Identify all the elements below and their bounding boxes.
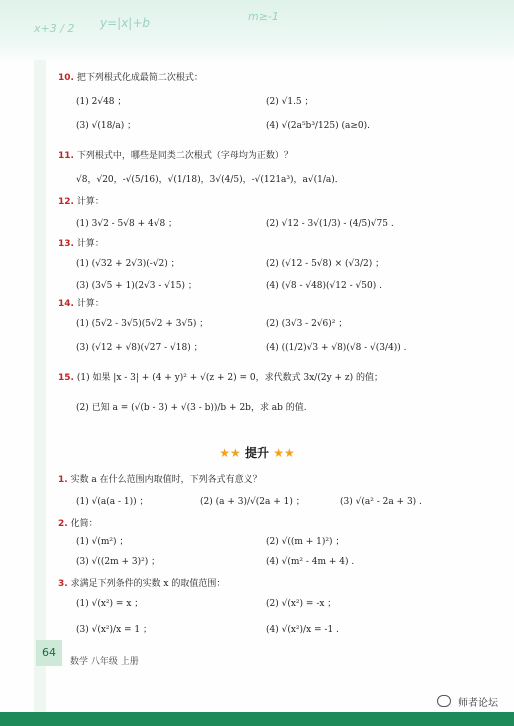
p12-item-1: (1) 3√2 - 5√8 + 4√8 ；	[76, 219, 178, 229]
a3-item-4: (4) √(x²)/x = -1 .	[266, 625, 339, 635]
problem-15	[58, 372, 383, 384]
problem-11	[58, 150, 293, 162]
problem-stem: 计算：	[76, 299, 104, 309]
p14-item-2: (2) (3√3 - 2√6)² ；	[266, 319, 348, 329]
p13-item-2: (2) (√12 - 5√8) × (√3/2) ；	[266, 259, 385, 269]
p10-item-3: (3) √(18/a) ；	[76, 121, 137, 131]
p13-item-3: (3) (3√5 + 1)(2√3 - √15) ；	[76, 281, 197, 291]
problem-14	[58, 298, 104, 310]
p13-item-4: (4) (√8 - √48)(√12 - √50) .	[266, 281, 382, 291]
advanced-1	[58, 474, 262, 486]
problem-13	[58, 238, 104, 250]
section-heading	[0, 444, 514, 461]
a2-item-3: (3) √((2m + 3)²) ；	[76, 557, 161, 567]
page-number: 64	[36, 640, 62, 666]
section-title: 提升	[244, 446, 269, 460]
watermark	[437, 694, 498, 709]
p11-expression: √8，√20，-√(5/16)，√(1/18)，3√(4/5)，-√(121a³)，a√(1/a)．	[76, 175, 344, 185]
p14-item-1: (1) (5√2 - 3√5)(5√2 + 3√5) ；	[76, 319, 209, 329]
problem-number: 1.	[58, 475, 68, 485]
problem-stem: 计算：	[76, 197, 104, 207]
p10-item-2: (2) √1.5 ；	[266, 97, 314, 107]
problem-number: 13.	[58, 239, 74, 249]
problem-12	[58, 196, 104, 208]
a1-item-3: (3) √(a² - 2a + 3) .	[340, 497, 422, 507]
a1-item-1: (1) √(a(a - 1)) ；	[76, 497, 149, 507]
advanced-2	[58, 518, 98, 530]
a3-item-1: (1) √(x²) = x ；	[76, 599, 144, 609]
a3-item-3: (3) √(x²)/x = 1 ；	[76, 625, 153, 635]
margin-strip	[34, 60, 46, 726]
handwriting-fraction: x+3 / 2	[34, 22, 75, 35]
wechat-icon	[437, 695, 451, 707]
p10-item-1: (1) 2√48 ；	[76, 97, 127, 107]
a3-item-2: (2) √(x²) = -x ；	[266, 599, 337, 609]
problem-number: 3.	[58, 579, 68, 589]
problem-number: 10.	[58, 73, 74, 83]
a2-item-4: (4) √(m² - 4m + 4) .	[266, 557, 355, 567]
p14-item-4: (4) ((1/2)√3 + √8)(√8 - √(3/4)) .	[266, 343, 407, 353]
problem-number: 2.	[58, 519, 68, 529]
problem-stem: 计算：	[76, 239, 104, 249]
star-icon: ★★	[273, 446, 295, 460]
problem-number: 12.	[58, 197, 74, 207]
handwriting-function: y=|x|+b	[100, 16, 151, 30]
p14-item-3: (3) (√12 + √8)(√27 - √18) ；	[76, 343, 203, 353]
book-title: 数学 八年级 上册	[70, 657, 139, 667]
a1-item-2: (2) (a + 3)/√(2a + 1) ；	[200, 497, 305, 507]
a2-item-1: (1) √(m²) ；	[76, 537, 129, 547]
problem-number: 11.	[58, 151, 74, 161]
problem-stem: 实数 a 在什么范围内取值时，下列各式有意义？	[70, 475, 262, 485]
header-band	[0, 0, 514, 60]
star-icon: ★★	[219, 446, 241, 460]
p15-item-1: (1) 如果 |x - 3| + (4 + y)² + √(z + 2) = 0，求代数式 3x/(2y + z) 的值；	[76, 373, 384, 383]
watermark-text: 师者论坛	[458, 698, 498, 709]
problem-stem: 求满足下列条件的实数 x 的取值范围：	[70, 579, 226, 589]
handwriting-inequality: m≥-1	[248, 10, 279, 23]
bottom-bar	[0, 712, 514, 726]
problem-10	[58, 72, 203, 84]
problem-stem: 化简：	[70, 519, 98, 529]
a2-item-2: (2) √((m + 1)²) ；	[266, 537, 345, 547]
p13-item-1: (1) (√32 + 2√3)(-√2) ；	[76, 259, 180, 269]
problem-number: 15.	[58, 373, 74, 383]
p15-item-2: (2) 已知 a = (√(b - 3) + √(3 - b))/b + 2b，求 ab 的值.	[76, 403, 307, 413]
problem-number: 14.	[58, 299, 74, 309]
advanced-3	[58, 578, 225, 590]
p10-item-4: (4) √(2a⁵b³/125) (a≥0).	[266, 121, 371, 131]
problem-stem: 下列根式中，哪些是同类二次根式（字母均为正数）？	[76, 151, 293, 161]
problem-stem: 把下列根式化成最简二次根式：	[76, 73, 203, 83]
p12-item-2: (2) √12 - 3√(1/3) - (4/5)√75 .	[266, 219, 394, 229]
